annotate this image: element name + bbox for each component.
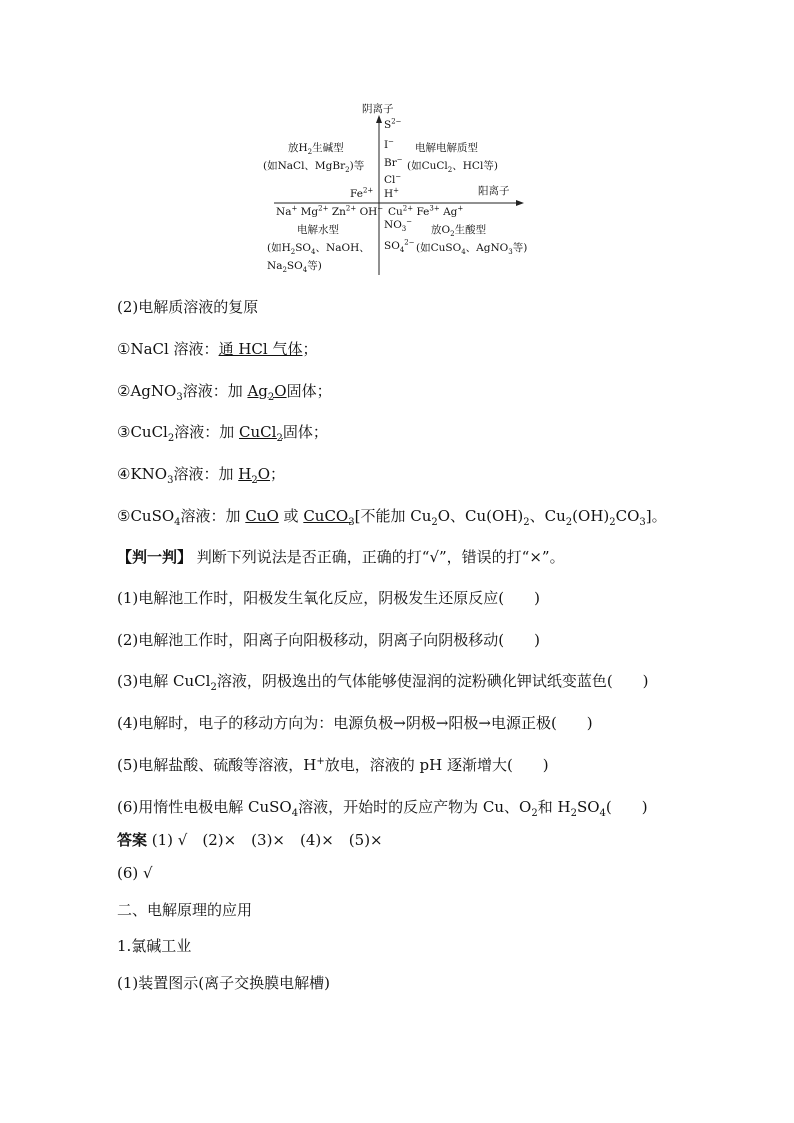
anion-i: I− <box>384 137 395 151</box>
quadrant-electrolyte-title: 电解电解质型 <box>415 142 478 154</box>
anion-no3: $NO_3^-$ <box>384 217 413 234</box>
subsection-item: (1)装置图示(离子交换膜电解槽) <box>117 974 330 992</box>
judge-instruction: 【判一判】 判断下列说法是否正确，正确的打“√”，错误的打“×”。 <box>117 548 565 566</box>
anion-br: Br− <box>384 155 403 169</box>
restore-item-4: $④KNO_3$溶液：加 $H_2O$； <box>117 465 286 486</box>
quadrant-o2-acid-example: (如CuSO$_4$、AgNO$_3$等) <box>416 242 528 257</box>
restore-item-3: ③CuCl$_2$溶液：加 CuCl$_2$固体； <box>117 423 328 444</box>
judge-question-5: (5)电解盐酸、硫酸等溶液，H+放电，溶液的 pH 逐渐增大( ) <box>117 756 549 774</box>
electrolysis-type-diagram <box>260 95 530 280</box>
cation-row-left: Na+ $Mg^{2+}$ $Zn^{2+}$ OH− <box>276 204 384 218</box>
restore-answer-3: CuCl$_2$ <box>239 423 283 444</box>
judge-question-1: (1)电解池工作时，阳极发生氧化反应，阴极发生还原反应( ) <box>117 589 540 607</box>
cation-h: H+ <box>384 186 400 200</box>
answer-line: 答案 (1) √ (2)× (3)× (4)× (5)× <box>117 831 383 849</box>
answer-label: 答案 <box>117 831 148 849</box>
subsection-heading: 1.氯碱工业 <box>117 937 192 955</box>
quadrant-water-title: 电解水型 <box>297 224 339 236</box>
answer-line-6: (6) √ <box>117 864 153 882</box>
restore-answer-5a: CuO <box>245 507 279 525</box>
restore-answer-5b: CuCO$_3$ <box>303 507 355 528</box>
restore-answer-4: $H_2O$ <box>238 465 271 486</box>
quadrant-h2-base-title: 放$H_2$生碱型 <box>288 142 344 157</box>
restore-answer-1: 通 HCl 气体 <box>218 340 303 358</box>
anion-so4: $SO_4^{2-}$ <box>384 238 415 255</box>
y-axis-label: 阴离子 <box>362 103 394 115</box>
quadrant-h2-base-example: (如NaCl、MgBr$_2$)等 <box>263 160 365 175</box>
restore-item-1: ①NaCl 溶液：通 HCl 气体； <box>117 340 318 358</box>
judge-question-6: (6)用惰性电极电解 CuSO$_4$溶液，开始时的反应产物为 Cu、$O_2$和 $H_2SO_4$( ) <box>117 798 648 819</box>
anion-cl: Cl− <box>384 172 402 186</box>
judge-question-4: (4)电解时，电子的移动方向为：电源负极→阴极→阳极→电源正极( ) <box>117 714 593 732</box>
cation-row-right: $Cu^{2+}$ $Fe^{3+}$ Ag+ <box>388 204 464 218</box>
quadrant-water-example1: (如$H_2SO_4$、NaOH、 <box>267 242 370 257</box>
x-axis-label: 阳离子 <box>478 185 510 197</box>
restore-item-2: ②AgNO$_3$溶液：加 $Ag_2O$固体； <box>117 382 332 403</box>
judge-question-2: (2)电解池工作时，阳离子向阳极移动，阴离子向阴极移动( ) <box>117 631 540 649</box>
restore-item-5: ⑤CuSO$_4$溶液：加 CuO 或 CuCO$_3$[不能加 $Cu_2O$、$Cu(OH)_2$、$Cu_2(OH)_2CO_3$]。 <box>117 507 667 528</box>
restore-heading: (2)电解质溶液的复原 <box>117 298 259 316</box>
quadrant-o2-acid-title: 放$O_2$生酸型 <box>431 224 487 239</box>
judge-tag: 【判一判】 <box>117 548 193 566</box>
quadrant-electrolyte-example: (如CuCl$_2$、HCl等) <box>407 160 498 175</box>
judge-question-3: (3)电解 CuCl$_2$溶液，阴极逸出的气体能够使湿润的淀粉碘化钾试纸变蓝色( ) <box>117 672 649 693</box>
x-arrow-icon <box>516 200 524 206</box>
anion-s: $S^{2-}$ <box>384 117 402 131</box>
y-arrow-icon <box>376 115 382 123</box>
section-heading: 二、电解原理的应用 <box>117 901 253 919</box>
cation-fe2: $Fe^{2+}$ <box>350 186 374 200</box>
quadrant-water-example2: $Na_2SO_4$等) <box>267 260 322 275</box>
restore-answer-2: $Ag_2O$ <box>247 382 287 403</box>
